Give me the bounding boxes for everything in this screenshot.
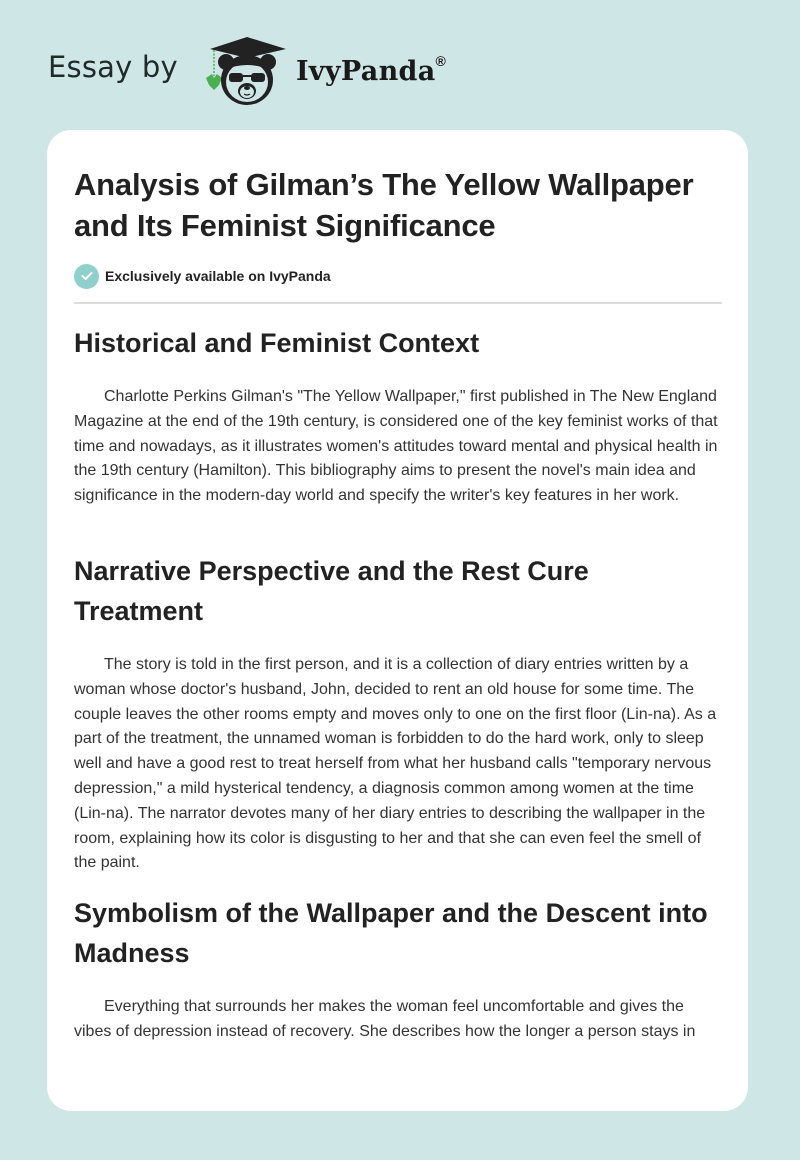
section-heading-narrative-perspective: Narrative Perspective and the Rest Cure Treatment: [74, 556, 589, 626]
essay-by-label: Essay by: [48, 50, 178, 84]
section-paragraph-historical-context: Charlotte Perkins Gilman's "The Yellow Wallpaper," first published in The New England Magazine at the end of the 19th century, is considered one of the key feminist works of that time and nowadays, as it illustrates women's attitudes toward mental and physical health in the 19th century (Hamilton). This bibliography aims to present the novel's main idea and significance in the modern-day world and specify the writer's key features in her work.: [74, 388, 718, 505]
panda-graduate-logo-icon[interactable]: [202, 34, 292, 108]
section-paragraph-symbolism: Everything that surrounds her makes the woman feel uncomfortable and gives the vibes of depression instead of recovery. She describes how the longer a person stays in: [74, 998, 696, 1040]
registered-mark: ®: [435, 53, 447, 69]
section-heading-historical-context: Historical and Feminist Context: [74, 328, 480, 358]
title-divider: [74, 302, 722, 304]
section-paragraph-narrative-perspective: The story is told in the first person, and it is a collection of diary entries written by a woman whose doctor's husband, John, decided to rent an old house for some time. The couple leaves the other rooms empty and moves only to one on the first floor (Lin-na). As a part of the treatment, the unnamed woman is forbidden to do the hard work, only to sleep well and have a good rest to treat herself from what her husband calls "temporary nervous depression," a mild hysterical tendency, a diagnosis common among women at the time (Lin-na). The narrator devotes many of her diary entries to describing the wallpaper in the room, explaining how its color is disgusting to her and that she can even feel the smell of the paint.: [74, 656, 717, 872]
essay-card: [47, 130, 748, 1111]
section-heading-symbolism: Symbolism of the Wallpaper and the Descent into Madness: [74, 898, 708, 968]
essay-title: Analysis of Gilman’s The Yellow Wallpaper and Its Feminist Significance: [74, 167, 694, 243]
site-header: [0, 0, 800, 130]
brand-text: IvyPanda: [296, 56, 436, 87]
brand-name[interactable]: [296, 53, 447, 87]
check-circle-icon: [74, 264, 99, 289]
exclusive-label: Exclusively available on IvyPanda: [105, 268, 331, 284]
exclusive-badge: [74, 263, 331, 289]
